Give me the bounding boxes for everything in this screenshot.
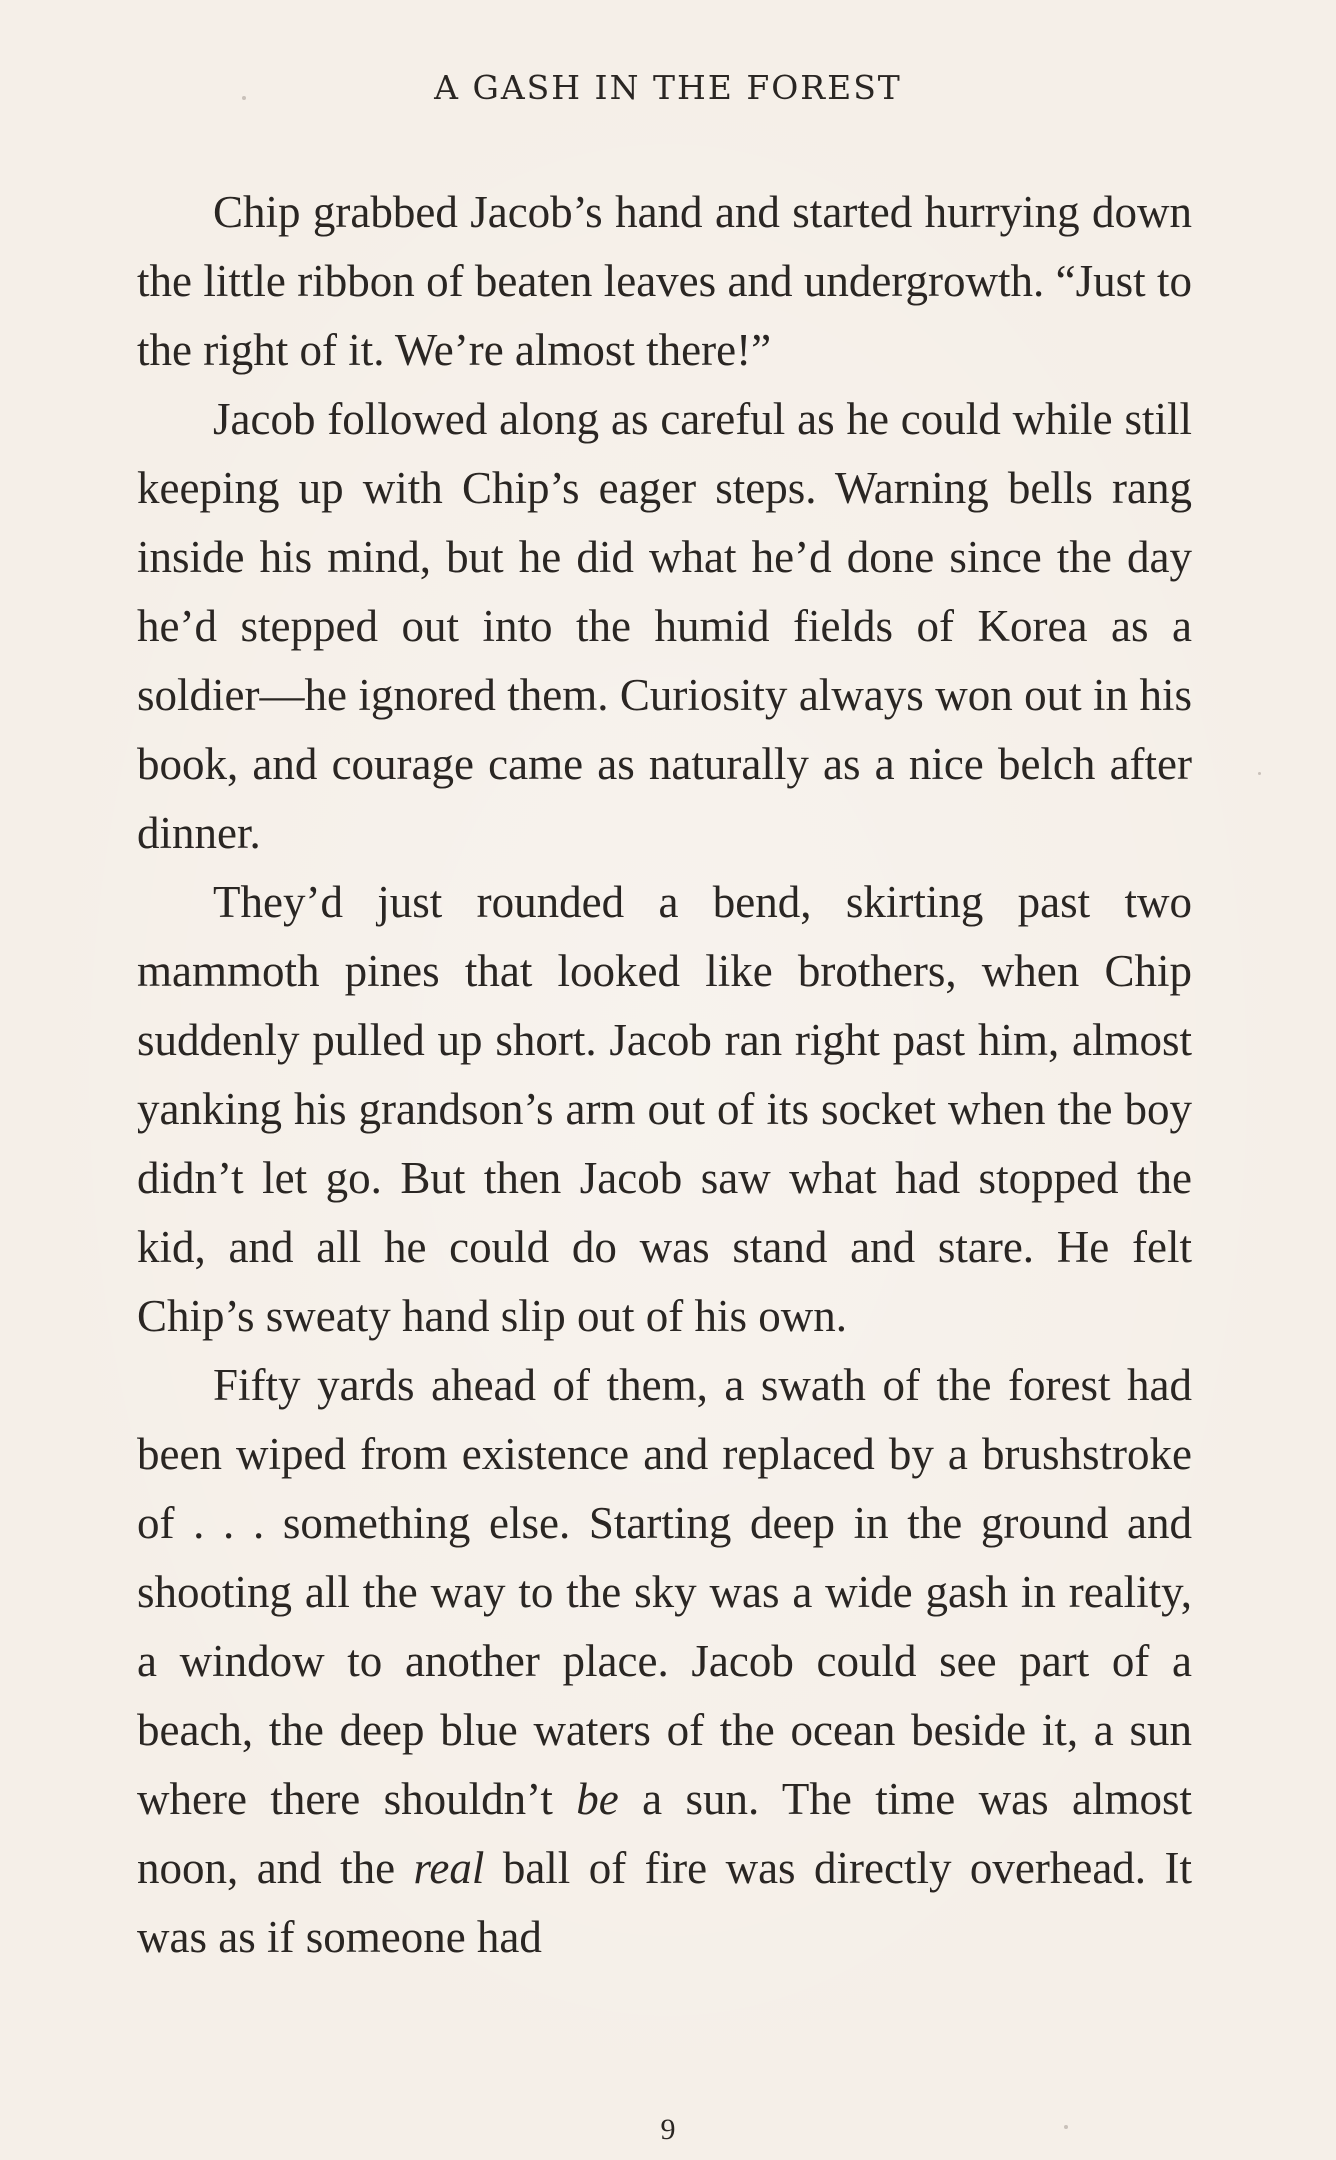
italic-be: be bbox=[576, 1774, 619, 1824]
paragraph-4-part-1: Fifty yards ahead of them, a swath of the forest had been wiped from existence and replaced by a brushstroke of . . . something else. Starting deep in the ground and shooting all the way to the sky was a wide gash in reality, a window to another place. Jacob could see part of a beach, the deep blue waters of the ocean beside it, a sun where there shouldn’t bbox=[137, 1360, 1192, 1824]
paragraph-2: Jacob followed along as careful as he could while still keeping up with Chip’s eager steps. Warning bells rang inside his mind, but he did what he’d done since the day he’d stepped out into the humid fields of Korea as a soldier—he ignored them. Curiosity always won out in his book, and courage came as naturally as a nice belch after dinner. bbox=[137, 394, 1192, 858]
italic-real: real bbox=[413, 1843, 485, 1893]
paragraph-1: Chip grabbed Jacob’s hand and started hurrying down the little ribbon of beaten leaves and undergrowth. “Just to the right of it. We’re almost there!” bbox=[137, 187, 1192, 375]
paragraph-4-part-2: a sun. The time was almost noon, and the bbox=[137, 1774, 1192, 1893]
page-number: 9 bbox=[660, 2113, 676, 2146]
paper-speck bbox=[242, 96, 246, 100]
paragraph-4-part-3: ball of fire was directly overhead. It was as if someone had bbox=[137, 1843, 1192, 1962]
body-text bbox=[137, 178, 1192, 1972]
running-head: A GASH IN THE FOREST bbox=[434, 68, 902, 107]
paper-speck bbox=[1258, 772, 1261, 775]
paragraph-3: They’d just rounded a bend, skirting past two mammoth pines that looked like brothers, when Chip suddenly pulled up short. Jacob ran right past him, almost yanking his grandson’s arm out of its socket when the boy didn’t let go. But then Jacob saw what had stopped the kid, and all he could do was stand and stare. He felt Chip’s sweaty hand slip out of his own. bbox=[137, 877, 1192, 1341]
paper-speck bbox=[1064, 2125, 1068, 2129]
paragraph-4 bbox=[137, 1351, 1192, 1972]
